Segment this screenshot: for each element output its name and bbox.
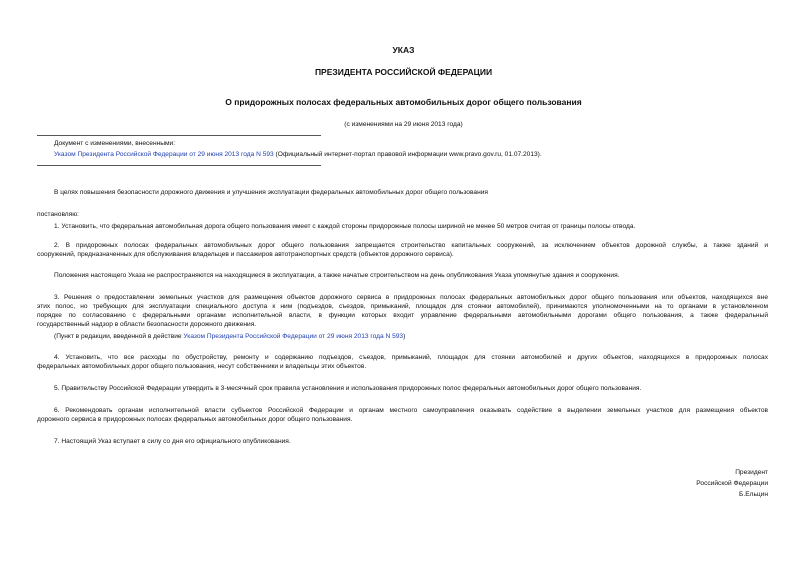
revision-note: (с изменениями на 29 июня 2013 года)	[344, 121, 463, 128]
document-title: УКАЗ	[392, 45, 415, 55]
item-6	[37, 406, 768, 424]
changes-bottom-rule	[37, 165, 321, 166]
item-2	[37, 241, 768, 259]
item-3	[37, 293, 768, 329]
item-6-line-1: 6. Рекомендовать органам исполнительной власти субъектов Российской Федерации и органам местного самоуправления оказывать содействие в выделении земельных участков для размещения объектов	[54, 407, 768, 414]
signature-office: Российской Федерации	[696, 480, 768, 487]
edition-note-link[interactable]: Указом Президента Российской Федерации от 29 июня 2013 года N 593	[183, 333, 404, 340]
edition-note-prefix: (Пункт в редакции, введенной в действие	[54, 333, 184, 340]
item-6-line-2: дорожного сервиса в придорожных полосах федеральных автомобильных дорог общего пользования.	[37, 416, 353, 423]
decree-word: постановляю:	[37, 211, 80, 218]
signature-name: Б.Ельцин	[739, 491, 768, 498]
amendment-source: (Официальный интернет-портал правовой информации www.pravo.gov.ru, 01.07.2013).	[273, 151, 542, 158]
preamble: В целях повышения безопасности дорожного движения и улучшения эксплуатации федеральных автомобильных дорог общего пользования	[54, 189, 488, 196]
item-4-line-2: федеральных автомобильных дорог общего пользования, несут собственники и владельцы этих объектов.	[37, 363, 367, 370]
item-2-note: Положения настоящего Указа не распространяются на находящиеся в эксплуатации, а также начатые строительством на день опубликования Указа упомянутые здания и сооружения.	[54, 272, 620, 279]
item-2-line-2: сооружений, предназначенных для обслуживания владельцев и пассажиров автотранспортных средств (объектов дорожного сервиса).	[37, 251, 454, 258]
item-3-line-2: этих полос, но требующих для эксплуатации специального доступа к ним (подъездов, съездов, примыканий, площадок для стоянки автомобилей), принимаются уполномоченными на то органами в установленном	[37, 303, 768, 310]
item-3-line-1: 3. Решения о предоставлении земельных участков для размещения объектов дорожного сервиса в придорожных полосах федеральных автомобильных дорог общего пользования или объектов, находящихся вне	[54, 294, 768, 301]
changes-top-rule	[37, 135, 321, 136]
amendment-link[interactable]: Указом Президента Российской Федерации от 29 июня 2013 года N 593	[54, 151, 274, 158]
item-3-line-4: государственный надзор в области безопасности дорожного движения.	[37, 321, 257, 328]
item-3-line-3: порядке по согласованию с федеральными органами исполнительной власти, в функции которых входит управление федеральными автомобильными дорогами общего пользования, а также федеральный	[37, 312, 768, 319]
item-3-edition-note	[54, 332, 405, 341]
signature-title: Президент	[735, 469, 768, 476]
changes-line	[54, 150, 542, 159]
document-heading: О придорожных полосах федеральных автомобильных дорог общего пользования	[225, 97, 582, 107]
item-4-line-1: 4. Установить, что все расходы по обустройству, ремонту и содержанию подъездов, съездов, примыканий, площадок для стоянки автомобилей и других объектов, находящихся в придорожных полосах	[54, 354, 768, 361]
item-2-line-1: 2. В придорожных полосах федеральных автомобильных дорог общего пользования запрещается строительство капитальных сооружений, за исключением объектов дорожной службы, а также зданий и	[54, 242, 768, 249]
item-5: 5. Правительству Российской Федерации утвердить в 3-месячный срок правила установления и использования придорожных полос федеральных автомобильных дорог общего пользования.	[54, 385, 642, 392]
item-4	[37, 353, 768, 371]
document-issuer: ПРЕЗИДЕНТА РОССИЙСКОЙ ФЕДЕРАЦИИ	[314, 67, 493, 77]
edition-note-suffix: )	[403, 333, 406, 340]
changes-intro: Документ с изменениями, внесенными:	[54, 140, 176, 147]
item-1: 1. Установить, что федеральная автомобильная дорога общего пользования имеет с каждой стороны придорожные полосы шириной не менее 50 метров считая от границы полосы отвода.	[54, 223, 636, 230]
item-7: 7. Настоящий Указ вступает в силу со дня его официального опубликования.	[54, 438, 291, 445]
